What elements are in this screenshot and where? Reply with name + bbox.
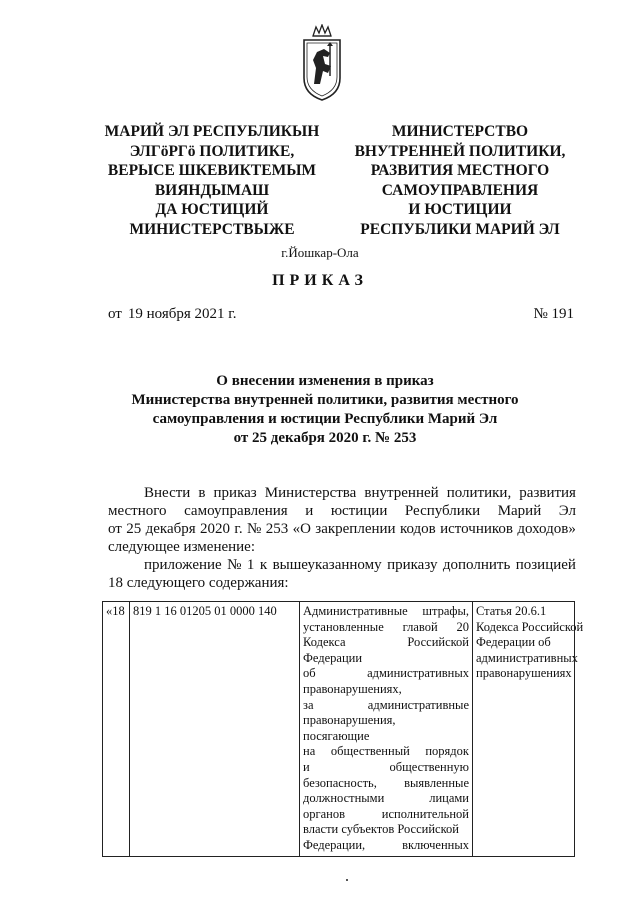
subject-line: от 25 декабря 2020 г. № 253	[233, 430, 417, 446]
word: 25	[126, 521, 142, 537]
word: Эл	[558, 503, 576, 519]
header-left-line: ЭЛГӧРГӧ ПОЛИТИКЕ,	[129, 142, 295, 160]
word: Административные	[303, 604, 408, 618]
basis-line: административных	[476, 650, 578, 665]
word: развития	[519, 485, 576, 501]
description-line	[303, 838, 469, 854]
word: установленные	[303, 619, 384, 634]
word: доходов»	[517, 521, 576, 537]
word: декабря	[145, 521, 196, 537]
description-line: посягающие	[303, 728, 370, 743]
header-left-mari	[82, 122, 342, 239]
word: самоуправления	[184, 503, 288, 519]
order-date	[108, 306, 237, 323]
description-line	[303, 666, 469, 682]
header-left-line: МАРИЙ ЭЛ РЕСПУБЛИКЫН	[104, 123, 320, 140]
description-line	[303, 698, 469, 714]
word: юстиции	[330, 503, 388, 519]
order-subject	[110, 372, 540, 448]
description-cell	[300, 602, 473, 857]
word: Российской	[407, 635, 469, 650]
description-line	[303, 760, 469, 776]
basis-cell	[473, 602, 584, 857]
basis-line: Федерации об	[476, 635, 551, 650]
word: приложение	[144, 557, 222, 573]
word: от	[108, 521, 122, 537]
coat-of-arms-icon	[300, 24, 344, 102]
word: общественный	[330, 744, 410, 759]
word: штрафы,	[422, 604, 469, 618]
basis-line: правонарушениях	[476, 666, 572, 681]
description-line	[303, 791, 469, 807]
word: позицией	[515, 557, 576, 573]
word: включенных	[402, 837, 469, 852]
description-line: правонарушениях,	[303, 681, 402, 696]
body-line	[108, 520, 576, 538]
basis-line: Статья 20.6.1	[476, 604, 547, 618]
header-left-line: МИНИСТЕРСТВЫЖЕ	[129, 220, 295, 238]
word: г.	[234, 521, 243, 537]
description-line	[303, 744, 469, 760]
word: №	[247, 521, 262, 537]
word: 20	[456, 619, 469, 634]
description-line: правонарушения,	[303, 713, 396, 728]
description-line	[303, 807, 469, 823]
word: Министерства	[264, 485, 357, 501]
description-line: власти субъектов Российской	[303, 822, 459, 837]
word: политики,	[446, 485, 512, 501]
word: 1	[246, 557, 255, 573]
word: Марий	[497, 503, 542, 519]
justified-line	[144, 556, 576, 574]
word: общественную	[389, 759, 469, 774]
body-line: 18 следующего содержания:	[108, 575, 289, 591]
word: должностными	[303, 791, 385, 806]
code-cell: 819 1 16 01205 01 0000 140	[130, 602, 300, 857]
header-left-line: ВИЯНДЫМАШ	[154, 181, 270, 199]
body-line	[144, 484, 576, 502]
scan-speck	[346, 879, 348, 881]
word: в	[198, 485, 206, 501]
header-right-line: МИНИСТЕРСТВО	[391, 123, 529, 140]
word: к	[259, 557, 268, 573]
word: источников	[440, 521, 513, 537]
doc-type-title: ПРИКАЗ	[272, 272, 368, 289]
word: вышеуказанному	[272, 557, 382, 573]
description-line	[303, 620, 469, 636]
word: закреплении	[315, 521, 396, 537]
date-prefix: от	[108, 306, 122, 322]
date-value: 19 ноября 2021 г.	[127, 306, 237, 322]
word: Кодекса	[303, 635, 346, 650]
word: внутренней	[364, 485, 439, 501]
word: Республики	[404, 503, 481, 519]
word: за	[303, 697, 314, 712]
order-number: № 191	[533, 306, 574, 322]
header-left-line: ДА ЮСТИЦИЙ	[155, 201, 269, 218]
word: административных	[367, 666, 469, 681]
subject-line: Министерства внутренней политики, развития местного	[131, 392, 519, 408]
header-right-line: И ЮСТИЦИИ	[408, 201, 512, 218]
word: на	[303, 744, 316, 759]
word: приказу	[387, 557, 438, 573]
word: Внести	[144, 485, 191, 501]
table-row	[103, 602, 575, 857]
header-right-line: РАЗВИТИЯ МЕСТНОГО	[370, 162, 550, 179]
header-right-line: САМОУПРАВЛЕНИЯ	[381, 181, 539, 199]
word: «О	[292, 521, 311, 537]
word: главой	[402, 619, 438, 634]
income-source-table	[102, 601, 584, 857]
description-line: Федерации	[303, 650, 363, 665]
word: 253	[265, 521, 289, 537]
word: административные	[367, 697, 469, 712]
header-right-line: РЕСПУБЛИКИ МАРИЙ ЭЛ	[360, 220, 560, 238]
body-line	[144, 556, 576, 574]
word: №	[227, 557, 242, 573]
word: местного	[108, 503, 167, 519]
word: приказ	[213, 485, 257, 501]
header-left-line: ВЕРЫСЕ ШКЕВИКТЕМЫМ	[107, 162, 317, 179]
description-line	[303, 635, 469, 651]
body-line	[108, 502, 576, 520]
header-right-russian	[330, 122, 590, 239]
justified-line	[144, 484, 576, 502]
subject-line: самоуправления и юстиции Республики Марий Эл	[152, 411, 498, 427]
subject-line: О внесении изменения в приказ	[216, 373, 434, 389]
position-cell: «18	[103, 602, 130, 857]
justified-line	[108, 502, 576, 520]
word: кодов	[399, 521, 436, 537]
word: об	[303, 666, 316, 681]
word: безопасность,	[303, 775, 377, 790]
word: Федерации,	[303, 837, 366, 852]
word: 2020	[200, 521, 231, 537]
word: и	[305, 503, 314, 519]
word: исполнительной	[381, 806, 469, 821]
description-line	[303, 776, 469, 792]
description-line	[303, 604, 469, 620]
word: порядок	[425, 744, 469, 759]
word: выявленные	[404, 775, 469, 790]
word: органов	[303, 806, 346, 821]
word: и	[303, 759, 310, 774]
word: дополнить	[442, 557, 511, 573]
header-right-line: ВНУТРЕННЕЙ ПОЛИТИКИ,	[354, 142, 566, 160]
basis-line: Кодекса Российской	[476, 619, 584, 634]
city: г.Йошкар-Ола	[281, 245, 359, 260]
word: лицами	[429, 791, 469, 806]
justified-line	[108, 520, 576, 538]
body-line: следующее изменение:	[108, 539, 256, 555]
